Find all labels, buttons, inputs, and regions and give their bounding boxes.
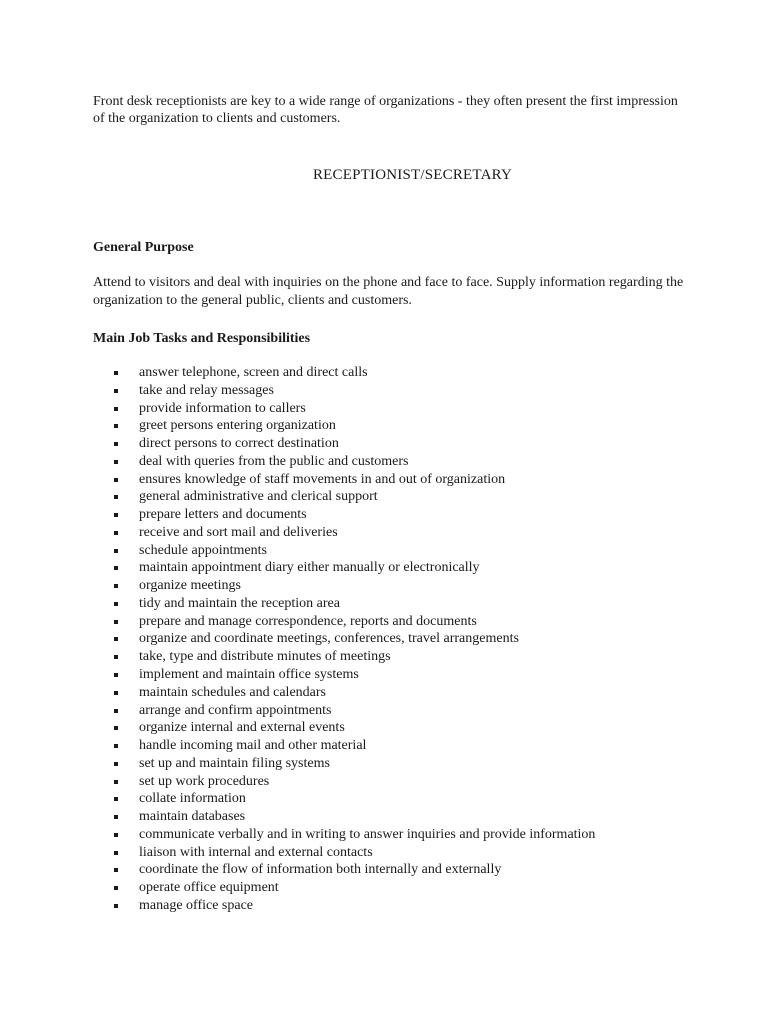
task-text: maintain databases — [139, 809, 246, 825]
bullet-icon — [114, 655, 118, 659]
main-tasks-heading: Main Job Tasks and Responsibilities — [93, 331, 311, 346]
task-text: maintain appointment diary either manually or electronically — [139, 560, 480, 576]
bullet-icon — [114, 478, 118, 482]
task-item — [0, 400, 768, 418]
task-text: manage office space — [139, 897, 254, 913]
task-item — [0, 879, 768, 897]
task-item — [0, 826, 768, 844]
task-text: implement and maintain office systems — [139, 667, 359, 683]
task-text: organize meetings — [139, 578, 241, 594]
task-item — [0, 577, 768, 595]
task-item — [0, 542, 768, 560]
bullet-icon — [114, 815, 118, 819]
task-item — [0, 382, 768, 400]
task-text: maintain schedules and calendars — [139, 684, 326, 700]
task-item — [0, 861, 768, 879]
bullet-icon — [114, 726, 118, 730]
task-text: communicate verbally and in writing to answer inquiries and provide information — [139, 826, 596, 842]
bullet-icon — [114, 744, 118, 748]
bullet-icon — [114, 371, 118, 375]
task-item — [0, 790, 768, 808]
task-text: take and relay messages — [139, 382, 274, 398]
bullet-icon — [114, 495, 118, 499]
task-item — [0, 773, 768, 791]
task-text: prepare letters and documents — [139, 507, 307, 523]
task-text: coordinate the flow of information both internally and externally — [139, 862, 502, 878]
bullet-icon — [114, 780, 118, 784]
task-item — [0, 488, 768, 506]
task-item — [0, 613, 768, 631]
task-list — [0, 364, 768, 915]
task-text: collate information — [139, 791, 246, 807]
task-text: deal with queries from the public and customers — [139, 453, 409, 469]
task-text: answer telephone, screen and direct calls — [139, 365, 368, 380]
bullet-icon — [114, 762, 118, 766]
bullet-icon — [114, 709, 118, 713]
bullet-icon — [114, 424, 118, 428]
task-item — [0, 737, 768, 755]
intro-paragraph: Front desk receptionists are key to a wide range of organizations - they often present the first impression of the organization to clients and customers. — [93, 94, 678, 126]
task-text: provide information to callers — [139, 400, 306, 416]
bullet-icon — [114, 584, 118, 588]
task-text: liaison with internal and external contacts — [139, 844, 373, 860]
bullet-icon — [114, 797, 118, 801]
bullet-icon — [114, 851, 118, 855]
bullet-icon — [114, 549, 118, 553]
task-item — [0, 897, 768, 915]
task-item — [0, 524, 768, 542]
bullet-icon — [114, 513, 118, 517]
task-text: arrange and confirm appointments — [139, 702, 332, 718]
task-item — [0, 684, 768, 702]
bullet-icon — [114, 904, 118, 908]
task-text: operate office equipment — [139, 880, 279, 896]
task-text: greet persons entering organization — [139, 418, 336, 434]
task-item — [0, 719, 768, 737]
task-item — [0, 755, 768, 773]
task-item — [0, 364, 768, 382]
bullet-icon — [114, 531, 118, 535]
task-text: ensures knowledge of staff movements in and out of organization — [139, 471, 506, 487]
bullet-icon — [114, 673, 118, 677]
general-purpose-text: Attend to visitors and deal with inquiries on the phone and face to face. Supply information regarding the organization to the general public, clients and customers. — [93, 275, 684, 308]
task-item — [0, 417, 768, 435]
task-item — [0, 630, 768, 648]
bullet-icon — [114, 691, 118, 695]
bullet-icon — [114, 389, 118, 393]
task-text: general administrative and clerical support — [139, 489, 378, 505]
task-text: tidy and maintain the reception area — [139, 595, 340, 611]
bullet-icon — [114, 407, 118, 411]
bullet-icon — [114, 460, 118, 464]
task-item — [0, 666, 768, 684]
task-item — [0, 435, 768, 453]
bullet-icon — [114, 637, 118, 641]
task-text: organize internal and external events — [139, 720, 345, 736]
bullet-icon — [114, 868, 118, 872]
task-text: take, type and distribute minutes of meetings — [139, 649, 391, 665]
task-item — [0, 595, 768, 613]
bullet-icon — [114, 566, 118, 570]
bullet-icon — [114, 442, 118, 446]
task-text: handle incoming mail and other material — [139, 738, 367, 754]
document-title: RECEPTIONIST/SECRETARY — [312, 167, 513, 183]
task-text: organize and coordinate meetings, conferences, travel arrangements — [139, 631, 519, 647]
task-item — [0, 453, 768, 471]
task-item — [0, 471, 768, 489]
task-item — [0, 844, 768, 862]
task-text: set up and maintain filing systems — [139, 755, 330, 771]
task-item — [0, 648, 768, 666]
task-text: receive and sort mail and deliveries — [139, 524, 338, 540]
bullet-icon — [114, 886, 118, 890]
task-text: prepare and manage correspondence, reports and documents — [139, 613, 477, 629]
general-purpose-heading: General Purpose — [93, 240, 194, 255]
bullet-icon — [114, 620, 118, 624]
task-text: schedule appointments — [139, 542, 267, 558]
bullet-icon — [114, 833, 118, 837]
task-item — [0, 702, 768, 720]
task-item — [0, 506, 768, 524]
task-item — [0, 559, 768, 577]
task-text: direct persons to correct destination — [139, 436, 339, 452]
task-text: set up work procedures — [139, 773, 270, 789]
task-item — [0, 808, 768, 826]
bullet-icon — [114, 602, 118, 606]
